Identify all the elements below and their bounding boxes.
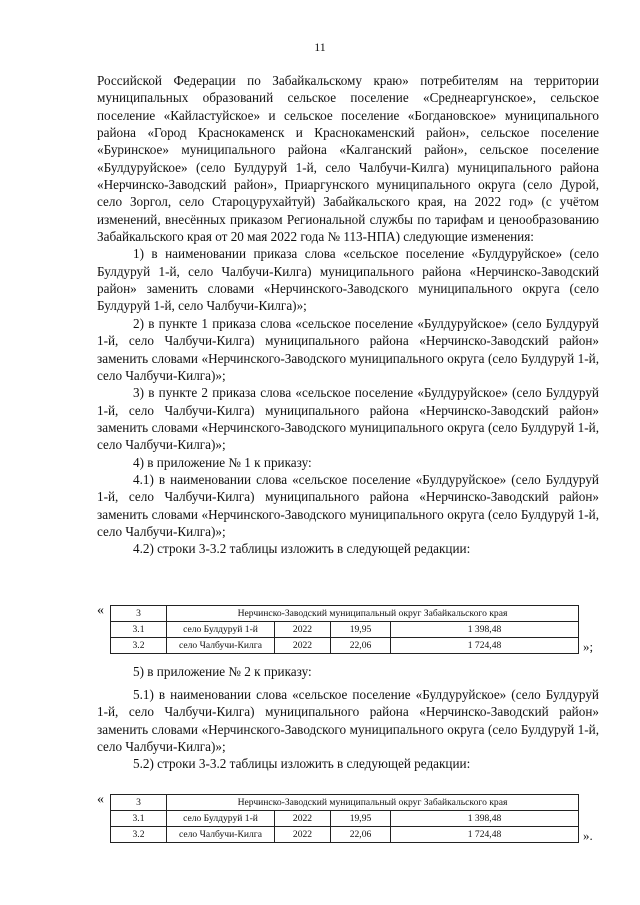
body-text-top — [97, 72, 599, 558]
table-row — [111, 622, 579, 638]
list-item: 5) в приложение № 2 к приказу: — [133, 664, 312, 679]
open-quote: « — [97, 603, 104, 618]
body-text-middle — [97, 663, 599, 680]
table-row — [111, 827, 579, 843]
open-quote: « — [97, 792, 104, 807]
list-item: 3) в пункте 2 приказа слова «сельское поселение «Булдуруйское» (село Булдуруй 1-й, село Чалбучи-Килга) муниципального района «Нерчинско-Заводский район» заменить словами «Нерчинского-Заводского муниципального округа (село Булдуруй 1-й, село Чалбучи-Килга)»; — [97, 385, 599, 453]
list-item: 4.1) в наименовании слова «сельское поселение «Булдуруйское» (село Булдуруй 1-й, село Чалбучи-Килга) муниципального района «Нерчинско-Заводский район» заменить словами «Нерчинского-Заводского муниципального округа (село Булдуруй 1-й, село Чалбучи-Килга)»; — [97, 471, 599, 539]
table — [110, 605, 579, 654]
table-cell: 2022 — [275, 811, 331, 827]
table-cell: Нерчинско-Заводский муниципальный округ Забайкальского края — [167, 606, 579, 622]
list-item: 4.2) строки 3-3.2 таблицы изложить в следующей редакции: — [133, 541, 471, 557]
table-cell: 1 724,48 — [391, 827, 579, 843]
body-text-bottom — [97, 686, 599, 773]
table-row — [111, 638, 579, 654]
table-cell: 1 398,48 — [391, 622, 579, 638]
table-cell: 1 724,48 — [391, 638, 579, 654]
table-cell: село Чалбучи-Килга — [167, 827, 275, 843]
close-quote: ». — [583, 828, 593, 843]
table-cell: 1 398,48 — [391, 811, 579, 827]
table-cell: 3.1 — [111, 622, 167, 638]
list-item: 4) в приложение № 1 к приказу: — [133, 454, 312, 470]
list-item: 5.2) строки 3-3.2 таблицы изложить в следующей редакции: — [133, 756, 471, 772]
table-cell: 3.1 — [111, 811, 167, 827]
table-cell: село Булдуруй 1-й — [167, 622, 275, 638]
table-row — [111, 606, 579, 622]
list-item: 2) в пункте 1 приказа слова «сельское поселение «Булдуруйское» (село Булдуруй 1-й, село Чалбучи-Килга) муниципального района «Нерчинско-Заводский район» заменить словами «Нерчинского-Заводского муниципального округа (село Булдуруй 1-й, село Чалбучи-Килга)»; — [97, 315, 599, 383]
list-item: 1) в наименовании приказа слова «сельское поселение «Булдуруйское» (село Булдуруй 1-й, село Чалбучи-Килга) муниципального района «Нерчинско-Заводский район» заменить словами «Нерчинского-Заводского муниципального округа (село Булдуруй 1-й, село Чалбучи-Килга)»; — [97, 246, 599, 314]
table-cell: 3.2 — [111, 638, 167, 654]
table-cell: Нерчинско-Заводский муниципальный округ Забайкальского края — [167, 795, 579, 811]
table-cell: 2022 — [275, 622, 331, 638]
intro-paragraph: Российской Федерации по Забайкальскому краю» потребителям на территории муниципальных образований сельское поселение «Среднеаргунское», сельское поселение «Кайластуйское» и сельское поселение «Богдановское» муниципального района «Город Краснокаменск и Краснокаменский район», сельское поселение «Буринское» муниципального района «Калганский район», сельское поселение «Булдуруйское» (село Булдуруй 1-й, село Чалбучи-Килга) муниципального района «Нерчинско-Заводский район», Приаргунского муниципального округа (село Дурой, село Зоргол, село Староцурухайтуй) Забайкальского края, на 2022 год» (с учётом изменений, внесённых приказом Региональной службы по тарифам и ценообразованию Забайкальского края от 20 мая 2022 года № 113-НПА) следующие изменения: — [97, 73, 599, 245]
table-cell: 3.2 — [111, 827, 167, 843]
table-cell: село Булдуруй 1-й — [167, 811, 275, 827]
table-cell: село Чалбучи-Килга — [167, 638, 275, 654]
table-cell: 2022 — [275, 827, 331, 843]
table-row — [111, 795, 579, 811]
table-cell: 19,95 — [331, 811, 391, 827]
table-cell: 19,95 — [331, 622, 391, 638]
page-number: 11 — [314, 40, 326, 54]
table-cell: 3 — [111, 795, 167, 811]
table-cell: 2022 — [275, 638, 331, 654]
table-cell: 22,06 — [331, 827, 391, 843]
table — [110, 794, 579, 843]
list-item: 5.1) в наименовании слова «сельское поселение «Булдуруйское» (село Булдуруй 1-й, село Чалбучи-Килга) муниципального района «Нерчинско-Заводский район» заменить словами «Нерчинского-Заводского муниципального округа (село Булдуруй 1-й, село Чалбучи-Килга)»; — [97, 687, 599, 755]
close-quote: »; — [583, 639, 594, 654]
table-row — [111, 811, 579, 827]
table-cell: 22,06 — [331, 638, 391, 654]
table-cell: 3 — [111, 606, 167, 622]
